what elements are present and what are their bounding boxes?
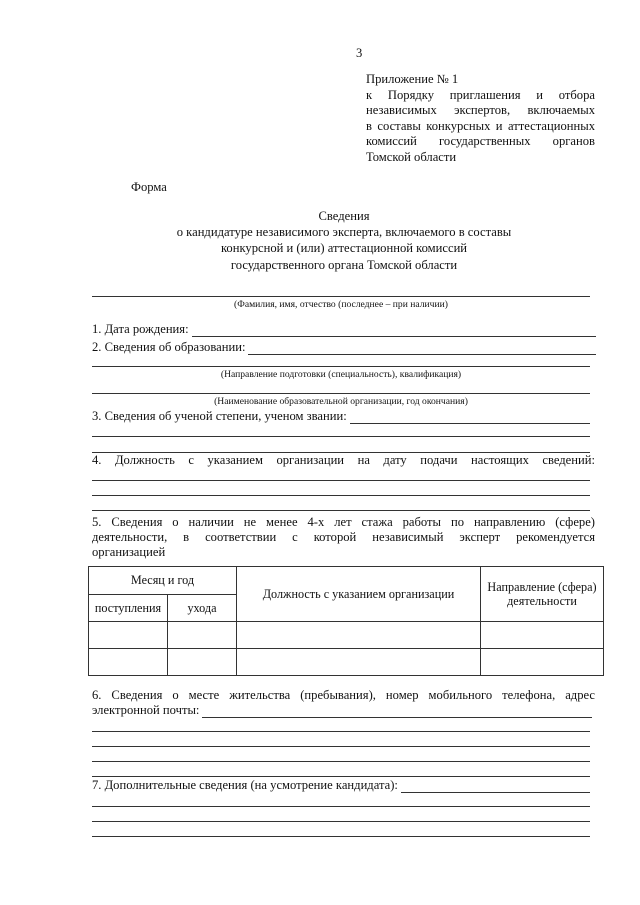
form-label: Форма <box>131 180 167 194</box>
appendix-line: Томской области <box>366 149 457 164</box>
additional-line[interactable] <box>92 821 590 822</box>
position-label: 4. Должность с указанием организации на дату подачи настоящих сведений: <box>92 453 595 467</box>
residence-row <box>92 703 592 718</box>
additional-row <box>92 778 590 793</box>
entry-header: поступления <box>89 595 168 622</box>
additional-field[interactable] <box>401 780 590 793</box>
degree-field[interactable] <box>350 411 590 424</box>
institution-line[interactable] <box>92 393 590 394</box>
title-line: государственного органа Томской области <box>230 257 458 272</box>
appendix-line: независимых экспертов, включаемых <box>366 103 595 118</box>
specialty-caption: (Направление подготовки (специальность), квалификация) <box>220 369 462 380</box>
education-row <box>92 340 596 355</box>
experience-table <box>88 566 603 675</box>
residence-line[interactable] <box>92 776 590 777</box>
appendix-line: в составы конкурсных и аттестационных <box>366 118 595 133</box>
residence-line[interactable] <box>92 746 590 747</box>
additional-line[interactable] <box>92 806 590 807</box>
month-year-header: Месяц и год <box>89 567 237 595</box>
residence-field[interactable] <box>202 705 592 718</box>
institution-caption: (Наименование образовательной организации, год окончания) <box>214 396 468 407</box>
title-line: конкурсной и (или) аттестационной комиссий <box>220 241 468 256</box>
degree-row <box>92 409 590 424</box>
education-field[interactable] <box>248 342 596 355</box>
additional-label: 7. Дополнительные сведения (на усмотрение кандидата): <box>92 778 398 792</box>
additional-line[interactable] <box>92 836 590 837</box>
table-cell[interactable] <box>237 649 481 676</box>
fio-caption: (Фамилия, имя, отчество (последнее – при наличии) <box>234 299 448 310</box>
exit-header: ухода <box>168 595 237 622</box>
position-org-header: Должность с указанием организации <box>237 567 481 622</box>
experience-label-line: деятельности, в соответствии с которой независимый эксперт рекомендуется <box>92 530 595 544</box>
fio-line[interactable] <box>92 296 590 297</box>
page-number: 3 <box>356 46 363 60</box>
table-cell[interactable] <box>481 622 604 649</box>
position-line[interactable] <box>92 510 590 511</box>
table-cell[interactable] <box>89 622 168 649</box>
direction-header: Направление (сфера) деятельности <box>481 567 604 622</box>
birth-date-field[interactable] <box>192 324 596 337</box>
degree-line[interactable] <box>92 436 590 437</box>
appendix-line: Приложение № 1 <box>366 72 459 86</box>
birth-date-row <box>92 322 596 337</box>
experience-label-line: 5. Сведения о наличии не менее 4-х лет стажа работы по направлению (сфере) <box>92 515 595 529</box>
table-cell[interactable] <box>237 622 481 649</box>
residence-label-line: электронной почты: <box>92 703 200 717</box>
degree-label: 3. Сведения об ученой степени, ученом звании: <box>92 409 347 423</box>
appendix-line: к Порядку приглашения и отбора <box>366 87 595 102</box>
specialty-line[interactable] <box>92 366 590 367</box>
birth-date-label: 1. Дата рождения: <box>92 322 189 336</box>
education-label: 2. Сведения об образовании: <box>92 340 246 354</box>
position-line[interactable] <box>92 480 590 481</box>
appendix-block <box>366 72 595 166</box>
document-title <box>88 208 600 273</box>
title-line: Сведения <box>318 209 370 223</box>
residence-line[interactable] <box>92 761 590 762</box>
appendix-line: комиссий государственных органов <box>366 134 595 149</box>
table-cell[interactable] <box>481 649 604 676</box>
residence-label-line: 6. Сведения о месте жительства (пребывания), номер мобильного телефона, адрес <box>92 688 595 702</box>
residence-line[interactable] <box>92 731 590 732</box>
table-cell[interactable] <box>89 649 168 676</box>
table-cell[interactable] <box>168 649 237 676</box>
table-cell[interactable] <box>168 622 237 649</box>
experience-label-line: организацией <box>92 545 166 559</box>
title-line: о кандидатуре независимого эксперта, включаемого в составы <box>176 225 512 240</box>
position-line[interactable] <box>92 495 590 496</box>
